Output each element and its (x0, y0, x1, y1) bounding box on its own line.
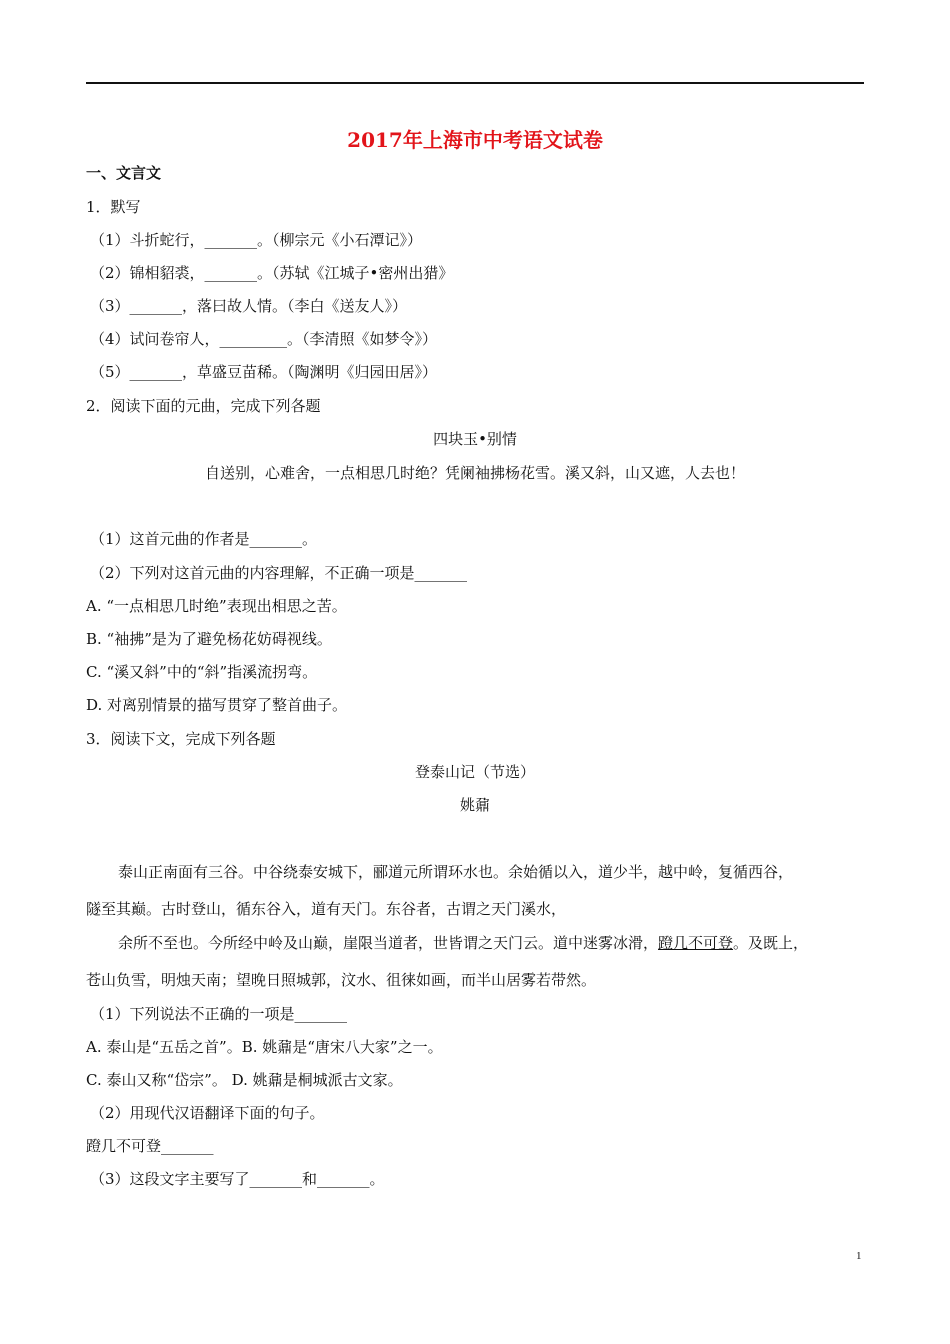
q3-options-cd: C. 泰山又称“岱宗”。 D. 姚鼐是桐城派古文家。 (86, 1071, 403, 1089)
q1-item-1: （1）斗折蛇行，_______。（柳宗元《小石潭记》） (90, 231, 423, 249)
q1-item-3: （3）_______，落曰故人情。（李白《送友人》） (90, 297, 408, 315)
page-number: 1 (856, 1250, 862, 1262)
poem-title: 四块玉•别情 (433, 430, 517, 448)
passage-para-1-line-1: 泰山正南面有三谷。中谷绕泰安城下，郦道元所谓环水也。余始循以入，道少半，越中岭，复循西谷， (118, 863, 794, 881)
q1-item-2: （2）锦相貂裘，_______。（苏轼《江城子•密州出猎》 (90, 264, 454, 282)
q1-item-4: （4）试问卷帘人，_________。（李清照《如梦令》） (90, 330, 438, 348)
question-1-heading: 1．默写 (86, 198, 141, 216)
q3-sub-1: （1）下列说法不正确的一项是_______ (90, 1005, 348, 1023)
section-heading: 一、文言文 (86, 164, 162, 182)
passage-title: 登泰山记（节选） (414, 763, 535, 781)
passage-text: 余所不至也。今所经中岭及山巅，崖限当道者，世皆谓之天门云。道中迷雾冰滑， (118, 934, 659, 952)
q2-option-c: C. “溪又斜”中的“斜”指溪流拐弯。 (86, 663, 318, 681)
q2-option-b: B. “袖拂”是为了避免杨花妨碍视线。 (86, 630, 332, 648)
question-2-heading: 2．阅读下面的元曲，完成下列各题 (86, 397, 321, 415)
underlined-phrase: 蹬几不可登 (658, 934, 734, 952)
q2-sub-1: （1）这首元曲的作者是_______。 (90, 530, 318, 548)
q3-options-ab: A. 泰山是“五岳之首”。B. 姚鼐是“唐宋八大家”之一。 (86, 1038, 443, 1056)
question-3-heading: 3．阅读下文，完成下列各题 (86, 730, 276, 748)
passage-para-2-line-1 (118, 932, 808, 953)
poem-text: 自送别，心难舍，一点相思几时绝？凭阑袖拂杨花雪。溪又斜，山又遮，人去也！ (204, 464, 745, 482)
page-title: 2017年上海市中考语文试卷 (347, 128, 603, 152)
q3-sub-3: （3）这段文字主要写了_______和_______。 (90, 1170, 385, 1188)
q2-sub-2: （2）下列对这首元曲的内容理解，不正确一项是_______ (90, 564, 468, 582)
q2-option-a: A. “一点相思几时绝”表现出相思之苦。 (86, 597, 347, 615)
header-rule (86, 82, 864, 84)
passage-author: 姚鼐 (459, 796, 490, 814)
passage-para-1-line-2: 隧至其巅。古时登山，循东谷入，道有天门。东谷者，古谓之天门溪水， (86, 900, 567, 918)
q3-sub-2-sentence: 蹬几不可登_______ (86, 1137, 214, 1155)
q2-option-d: D. 对离别情景的描写贯穿了整首曲子。 (86, 696, 348, 714)
q3-sub-2: （2）用现代汉语翻译下面的句子。 (90, 1104, 325, 1122)
passage-text: 。及既上， (733, 934, 809, 952)
passage-para-2-line-2: 苍山负雪，明烛天南；望晚日照城郭，汶水、徂徕如画，而半山居雾若带然。 (86, 971, 597, 989)
q1-item-5: （5）_______，草盛豆苗稀。（陶渊明《归园田居》） (90, 363, 438, 381)
